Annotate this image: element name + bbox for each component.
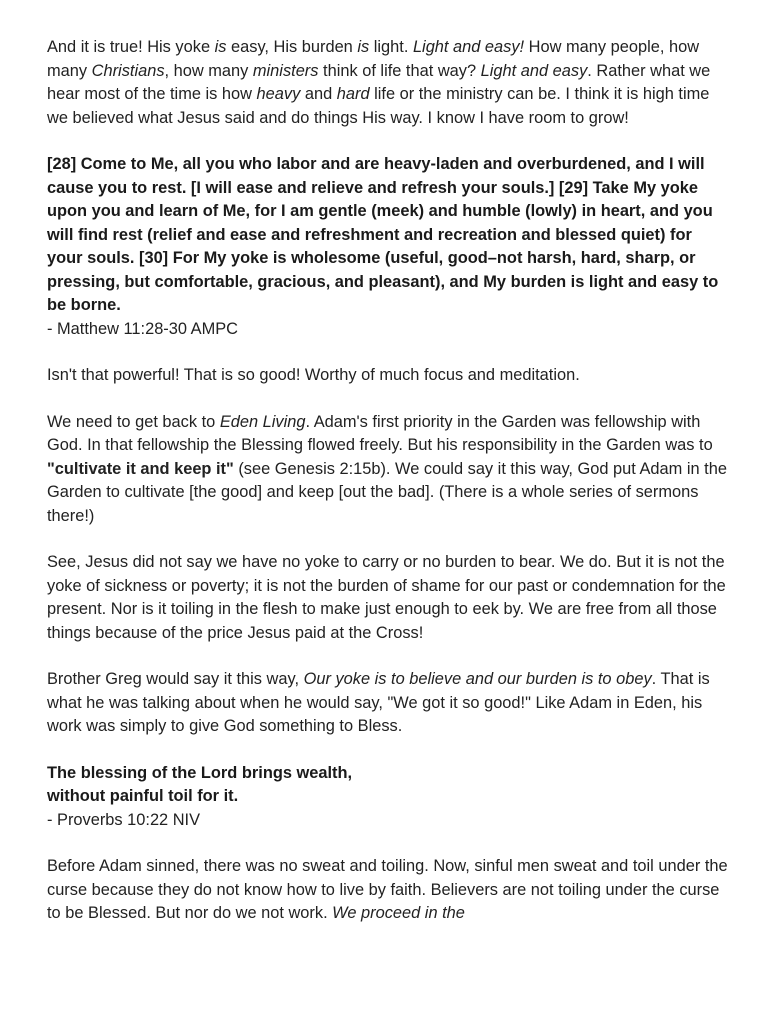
- scripture-quote-matthew: [47, 153, 728, 341]
- scripture-line: The blessing of the Lord brings wealth,: [47, 763, 353, 782]
- scripture-reference: - Matthew 11:28-30 AMPC: [47, 319, 239, 338]
- paragraph-eden-living: We need to get back to Eden Living. Adam's first priority in the Garden was fellowship with God. In that fellowship the Blessing flowed freely. But his responsibility in the Garden was to "cultivate it and keep it" (see Genesis 2:15b). We could say it this way, God put Adam in the Garden to cultivate [the good] and keep [out the bad]. (There is a whole series of sermons there!): [47, 412, 727, 525]
- paragraph-no-yoke: See, Jesus did not say we have no yoke to carry or no burden to bear. We do. But it is not the yoke of sickness or poverty; it is not the burden of shame for our past or condemnation for the present. Nor is it toiling in the flesh to make just enough to eek by. We are free from all those things because of the price Jesus paid at the Cross!: [47, 553, 726, 642]
- scripture-line: without painful toil for it.: [47, 787, 239, 805]
- paragraph-before-adam-sinned: Before Adam sinned, there was no sweat and toiling. Now, sinful men sweat and toil under the curse because they do not know how to live by faith. Believers are not toiling under the curse to be Blessed. But nor do we not work. We proceed in the: [47, 857, 728, 922]
- paragraph-powerful: Isn't that powerful! That is so good! Worthy of much focus and meditation.: [47, 366, 580, 384]
- scripture-text: [28] Come to Me, all you who labor and are heavy-laden and overburdened, and I will cause you to rest. [I will ease and relieve and refresh your souls.] [29] Take My yoke upon you and learn of Me, for I am gentle (meek) and humble (lowly) in heart, and you will find rest (relief and ease and refreshment and recreation and blessed quiet) for your souls. [30] For My yoke is wholesome (useful, good–not harsh, hard, sharp, or pressing, but comfortable, gracious, and pleasant), and My burden is light and easy to be borne.: [47, 155, 719, 314]
- scripture-reference: - Proverbs 10:22 NIV: [47, 810, 201, 829]
- paragraph-light-and-easy: And it is true! His yoke is easy, His burden is light. Light and easy! How many people, how many Christians, how many ministers think of life that way? Light and easy. Rather what we hear most of the time is how heavy and hard life or the ministry can be. I think it is high time we believed what Jesus said and do things His way. I know I have room to grow!: [47, 38, 711, 127]
- scripture-quote-proverbs: [47, 762, 728, 833]
- paragraph-brother-greg: Brother Greg would say it this way, Our yoke is to believe and our burden is to obey. That is what he was talking about when he would say, "We got it so good!" Like Adam in Eden, his work was simply to give God something to Bless.: [47, 670, 710, 735]
